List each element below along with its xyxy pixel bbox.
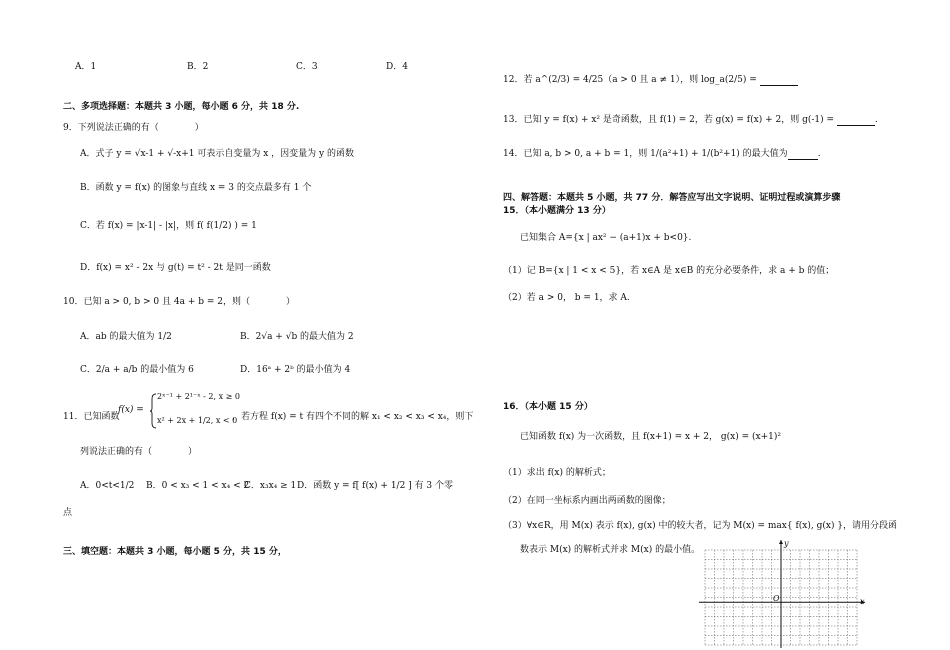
- section4-heading: 四、解答题：本题共 5 小题，共 77 分．解答应写出文字说明、证明过程或演算步骤: [503, 193, 841, 203]
- q11-piece-1: 2ˣ⁻¹ + 2¹⁻ˣ - 2, x ≥ 0: [157, 392, 240, 401]
- q11-stem-a: 11．已知函数: [63, 412, 120, 422]
- q13-answer-blank[interactable]: [837, 116, 875, 126]
- section2-heading: 二、多项选择题：本题共 3 小题，每小题 6 分，共 18 分.: [63, 102, 300, 112]
- q10-option-c: C．2/a + a/b 的最小值为 6: [80, 365, 194, 375]
- q11-stem-b: ，若方程 f(x) = t 有四个不同的解 x₁ < x₂ < x₃ < x₄，则下: [232, 412, 474, 422]
- q15-part1: （1）记 B={x | 1 < x < 5}，若 x∈A 是 x∈B 的充分必要条件，求 a + b 的值；: [503, 266, 835, 276]
- q8-option-d: D．4: [386, 62, 408, 72]
- grid-origin-label: O: [773, 594, 780, 603]
- q11-option-c: C．x₃x₄ ≥ 1: [244, 481, 297, 491]
- q11-option-d-cont: 点: [63, 508, 73, 518]
- q14-answer-blank[interactable]: [788, 150, 818, 160]
- q11-option-d: D．函数 y = f[ f(x) + 1/2 ] 有 3 个零: [297, 481, 453, 491]
- q16-part3-a: （3）∀x∈R，用 M(x) 表示 f(x), g(x) 中的较大者，记为 M(x) = max{ f(x), g(x) }，请用分段函: [503, 521, 898, 531]
- q10-option-b: B．2√a + √b 的最大值为 2: [240, 332, 354, 342]
- y-axis-arrow: [779, 540, 783, 544]
- q16-part3-b: 数表示 M(x) 的解析式并求 M(x) 的最小值。: [520, 545, 701, 555]
- q11-option-b: B．0 < x₃ < 1 < x₄ < 2: [146, 481, 250, 491]
- q9-option-d: D．f(x) = x² - 2x 与 g(t) = t² - 2t 是同一函数: [80, 263, 271, 273]
- q16-given: 已知函数 f(x) 为一次函数，且 f(x+1) = x + 2， g(x) = (x+1)²: [520, 432, 781, 442]
- q10-stem: 10．已知 a > 0, b > 0 且 4a + b = 2，则（ ）: [63, 297, 295, 307]
- coordinate-grid: [697, 538, 872, 650]
- q11-option-a: A．0<t<1/2: [80, 481, 135, 491]
- q10-option-d: D．16ᵃ + 2ᵇ 的最小值为 4: [240, 365, 351, 375]
- q10-option-a: A．ab 的最大值为 1/2: [80, 332, 172, 342]
- q8-option-c: C．3: [296, 62, 318, 72]
- q16-heading: 16．（本小题 15 分）: [503, 402, 593, 412]
- q9-option-c: C．若 f(x) = |x-1| - |x|，则 f( f(1/2) ) = 1: [80, 221, 257, 231]
- grid-x-label: x: [860, 597, 865, 606]
- piecewise-brace: [149, 393, 157, 429]
- q11-piece-2: x² + 2x + 1/2, x < 0: [157, 416, 238, 425]
- q15-part2: （2）若 a > 0， b = 1，求 A.: [503, 293, 630, 303]
- q8-option-b: B．2: [187, 62, 209, 72]
- q14-text: 14．已知 a, b > 0, a + b = 1，则 1/(a²+1) + 1/(b²+1) 的最大值为 .: [503, 149, 821, 159]
- section3-heading: 三、填空题：本题共 3 小题，每小题 5 分，共 15 分，: [63, 547, 287, 557]
- q11-stem-c: 列说法正确的有（ ）: [80, 447, 198, 457]
- q9-stem: 9．下列说法正确的有（ ）: [63, 123, 204, 133]
- q12-answer-blank[interactable]: [760, 76, 798, 86]
- q12-text: 12．若 a^(2/3) = 4/25（a > 0 且 a ≠ 1），则 log_a(2/5) =: [503, 74, 798, 86]
- grid-y-label: y: [784, 539, 789, 548]
- q11-fx-label: f(x) =: [118, 405, 144, 415]
- q16-part2: （2）在同一坐标系内画出两函数的图像；: [503, 496, 671, 506]
- q15-given: 已知集合 A={x | ax² − (a+1)x + b<0}.: [520, 233, 692, 243]
- q9-option-b: B．函数 y = f(x) 的图象与直线 x = 3 的交点最多有 1 个: [80, 183, 312, 193]
- q8-option-a: A．1: [75, 62, 97, 72]
- q15-heading: 15．（本小题满分 13 分）: [503, 206, 611, 216]
- q13-text: 13．已知 y = f(x) + x² 是奇函数，且 f(1) = 2，若 g(x) = f(x) + 2，则 g(-1) = .: [503, 115, 878, 125]
- q9-option-a: A．式子 y = √x-1 + √-x+1 可表示自变量为 x ，因变量为 y 的函数: [80, 149, 354, 159]
- q16-part1: （1）求出 f(x) 的解析式；: [503, 468, 611, 478]
